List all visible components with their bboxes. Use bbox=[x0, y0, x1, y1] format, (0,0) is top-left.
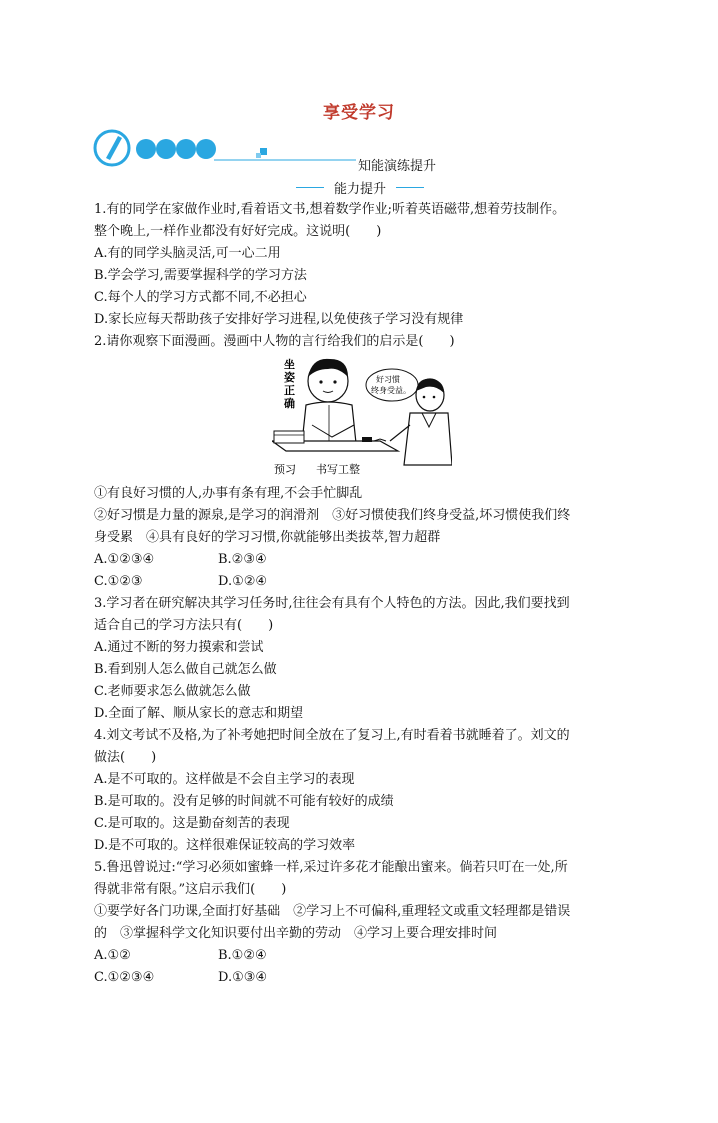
options-row-1 bbox=[94, 549, 624, 571]
brush-icon bbox=[106, 136, 122, 160]
question-stem: 做法( ) bbox=[94, 750, 157, 765]
option-d: D.家长应每天帮助孩子安排好学习进程,以免使孩子学习没有规律 bbox=[94, 312, 464, 327]
banner-square-icon bbox=[260, 148, 267, 155]
option-b: B.看到别人怎么做自己就怎么做 bbox=[94, 662, 277, 677]
question-stem: 4.刘文考试不及格,为了补考她把时间全放在了复习上,有时看着书就睡着了。刘文的 bbox=[94, 728, 570, 743]
option-c: C.是可取的。这是勤奋刻苦的表现 bbox=[94, 816, 290, 831]
option-a: A.①②③④ bbox=[94, 552, 155, 567]
options-row-1 bbox=[94, 945, 624, 967]
comic-label-sitting-2: 姿 bbox=[284, 371, 295, 384]
question-4 bbox=[94, 725, 624, 857]
option-c: C.①②③ bbox=[94, 574, 143, 589]
option-b: B.是可取的。没有足够的时间就不可能有较好的成绩 bbox=[94, 794, 394, 809]
comic-label-sitting-1: 坐 bbox=[284, 358, 295, 371]
option-b: B.②③④ bbox=[218, 552, 267, 567]
question-stem: 1.有的同学在家做作业时,看着语文书,想着数学作业;听着英语磁带,想着劳技制作。 bbox=[94, 202, 566, 217]
comic-illustration bbox=[272, 355, 452, 479]
question-stem: 5.鲁迅曾说过:“学习必须如蜜蜂一样,采过许多花才能酿出蜜来。倘若只叮在一处,所 bbox=[94, 860, 568, 875]
statements: 的 ③掌握科学文化知识要付出辛勤的劳动 ④学习上要合理安排时间 bbox=[94, 926, 498, 941]
question-stem: 3.学习者在研究解决其学习任务时,往往会有具有个人特色的方法。因此,我们要找到 bbox=[94, 596, 570, 611]
statement-1: ①有良好习惯的人,办事有条有理,不会手忙脚乱 bbox=[94, 486, 363, 501]
option-b: B.①②④ bbox=[218, 948, 267, 963]
page-title: 享受学习 bbox=[323, 103, 395, 123]
statement-2-3: ②好习惯是力量的源泉,是学习的润滑剂 ③好习惯使我们终身受益,坏习惯使我们终 bbox=[94, 508, 571, 523]
bubble-text-2: 终身受益。 bbox=[371, 386, 411, 395]
option-a: A.①② bbox=[94, 948, 131, 963]
comic-figure bbox=[94, 355, 624, 479]
option-a: A.通过不断的努力摸索和尝试 bbox=[94, 640, 264, 655]
question-3 bbox=[94, 593, 624, 725]
options-row-2 bbox=[94, 571, 624, 593]
banner-dot-4 bbox=[196, 139, 216, 159]
option-c: C.①②③④ bbox=[94, 970, 155, 985]
bubble-text-1: 好习惯 bbox=[376, 375, 400, 384]
option-d: D.全面了解、顺从家长的意志和期望 bbox=[94, 706, 304, 721]
comic-label-sitting-3: 正 bbox=[284, 384, 295, 397]
question-stem: 适合自己的学习方法只有( ) bbox=[94, 618, 274, 633]
speech-bubble bbox=[366, 369, 418, 401]
book-stack bbox=[274, 431, 304, 443]
question-2 bbox=[94, 331, 624, 593]
options-row-2 bbox=[94, 967, 624, 989]
option-d: D.①③④ bbox=[218, 970, 268, 985]
option-a: A.有的同学头脑灵活,可一心二用 bbox=[94, 246, 281, 261]
comic-label-sitting-4: 确 bbox=[284, 397, 295, 410]
banner-dot-1 bbox=[136, 139, 156, 159]
comic-caption-writing: 书写工整 bbox=[316, 463, 360, 476]
option-c: C.老师要求怎么做就怎么做 bbox=[94, 684, 251, 699]
statements: ①要学好各门功课,全面打好基础 ②学习上不可偏科,重理轻文或重文轻理都是错误 bbox=[94, 904, 571, 919]
statement-3-4: 身受累 ④具有良好的学习习惯,你就能够出类拔萃,智力超群 bbox=[94, 530, 441, 545]
question-1 bbox=[94, 199, 624, 331]
banner-dot-2 bbox=[156, 139, 176, 159]
option-a: A.是不可取的。这样做是不会自主学习的表现 bbox=[94, 772, 355, 787]
section-heading: 能力提升 bbox=[296, 178, 424, 197]
option-d: D.①②④ bbox=[218, 574, 268, 589]
teacher-body bbox=[404, 413, 452, 465]
option-b: B.学会学习,需要掌握科学的学习方法 bbox=[94, 268, 307, 283]
comic-caption-preview: 预习 bbox=[274, 463, 296, 476]
banner-label: 知能演练提升 bbox=[358, 159, 437, 174]
option-c: C.每个人的学习方式都不同,不必担心 bbox=[94, 290, 307, 305]
option-d: D.是不可取的。这样很难保证较高的学习效率 bbox=[94, 838, 356, 853]
questions bbox=[94, 199, 624, 989]
question-stem: 得就非常有限。”这启示我们( ) bbox=[94, 882, 287, 897]
question-stem: 2.请你观察下面漫画。漫画中人物的言行给我们的启示是( ) bbox=[94, 334, 455, 349]
banner-dot-3 bbox=[176, 139, 196, 159]
question-5 bbox=[94, 857, 624, 989]
question-stem: 整个晚上,一样作业都没有好好完成。这说明( ) bbox=[94, 224, 382, 239]
